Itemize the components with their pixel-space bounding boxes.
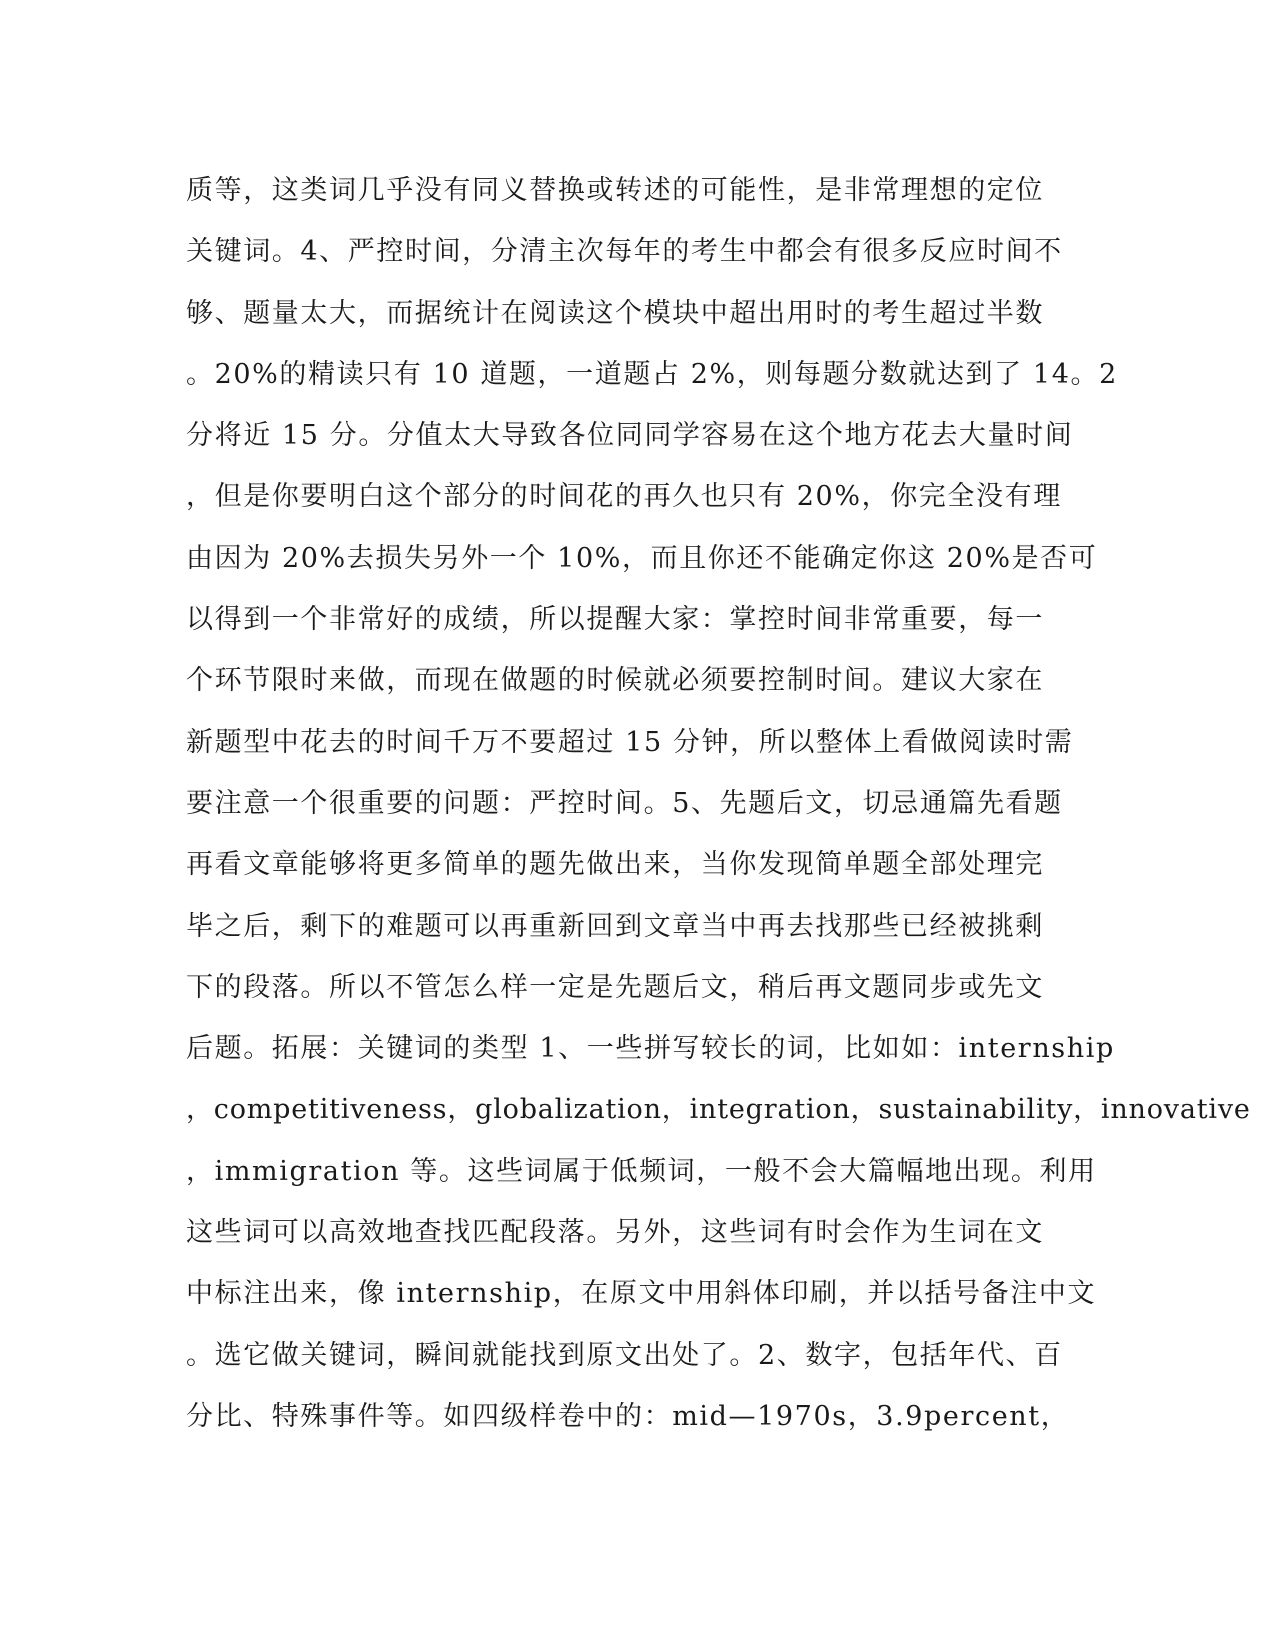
- text-line-16: ，competitiveness，globalization，integration，sustainability，innovative: [186, 1094, 1251, 1126]
- text-line-3: 够、题量太大，而据统计在阅读这个模块中超出用时的考生超过半数: [186, 297, 1044, 329]
- text-line-9: 个环节限时来做，而现在做题的时候就必须要控制时间。建议大家在: [186, 665, 1044, 697]
- text-line-6: ，但是你要明白这个部分的时间花的再久也只有 20%，你完全没有理: [186, 481, 1062, 513]
- text-line-10: 新题型中花去的时间千万不要超过 15 分钟，所以整体上看做阅读时需: [186, 726, 1074, 758]
- text-line-13: 毕之后，剩下的难题可以再重新回到文章当中再去找那些已经被挑剩: [186, 910, 1044, 942]
- text-line-4: 。20%的精读只有 10 道题，一道题占 2%，则每题分数就达到了 14。2: [186, 358, 1118, 390]
- text-line-17: ，immigration 等。这些词属于低频词，一般不会大篇幅地出现。利用: [186, 1155, 1097, 1187]
- body-text: [186, 160, 1251, 1447]
- text-line-7: 由因为 20%去损失另外一个 10%，而且你还不能确定你这 20%是否可: [186, 542, 1098, 574]
- text-line-21: 分比、特殊事件等。如四级样卷中的：mid—1970s，3.9percent，: [186, 1400, 1070, 1432]
- text-line-15: 后题。拓展：关键词的类型 1、一些拼写较长的词，比如如：internship: [186, 1033, 1115, 1065]
- text-line-11: 要注意一个很重要的问题：严控时间。5、先题后文，切忌通篇先看题: [186, 787, 1063, 819]
- text-line-1: 质等，这类词几乎没有同义替换或转述的可能性，是非常理想的定位: [186, 175, 1044, 206]
- text-line-20: 。选它做关键词，瞬间就能找到原文出处了。2、数字，包括年代、百: [186, 1339, 1063, 1371]
- text-line-8: 以得到一个非常好的成绩，所以提醒大家：掌控时间非常重要，每一: [186, 604, 1044, 636]
- text-line-18: 这些词可以高效地查找匹配段落。另外，这些词有时会作为生词在文: [186, 1217, 1044, 1249]
- text-line-5: 分将近 15 分。分值太大导致各位同同学容易在这个地方花去大量时间: [186, 420, 1074, 452]
- text-line-19: 中标注出来，像 internship，在原文中用斜体印刷，并以括号备注中文: [186, 1278, 1097, 1310]
- text-line-14: 下的段落。所以不管怎么样一定是先题后文，稍后再文题同步或先文: [186, 971, 1044, 1003]
- text-line-2: 关键词。4、严控时间，分清主次每年的考生中都会有很多反应时间不: [186, 236, 1063, 268]
- text-line-12: 再看文章能够将更多简单的题先做出来，当你发现简单题全部处理完: [186, 849, 1044, 881]
